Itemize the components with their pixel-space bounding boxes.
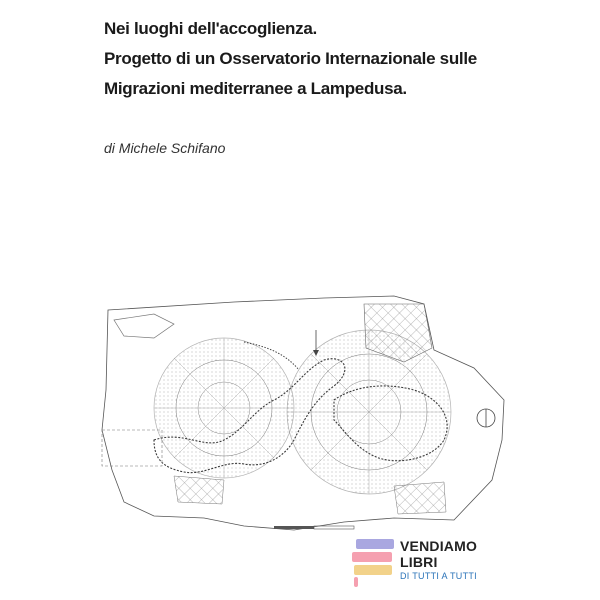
book-title: [104, 14, 544, 104]
map-drawing-svg: [94, 290, 514, 540]
map-drawing-icon: [94, 290, 514, 540]
author-name: di Michele Schifano: [104, 140, 226, 156]
logo-tagline: DI TUTTI A TUTTI: [400, 571, 477, 581]
title-line-1: Nei luoghi dell'accoglienza.: [104, 19, 317, 38]
title-line-2: Progetto di un Osservatorio Internazionale sulle: [104, 49, 477, 68]
logo-line-1: VENDIAMO: [400, 538, 478, 554]
logo-books-icon: [352, 539, 394, 591]
logo-line-2: LIBRI: [400, 554, 438, 570]
vendiamo-libri-logo: [352, 533, 502, 597]
title-line-3: Migrazioni mediterranee a Lampedusa.: [104, 79, 407, 98]
